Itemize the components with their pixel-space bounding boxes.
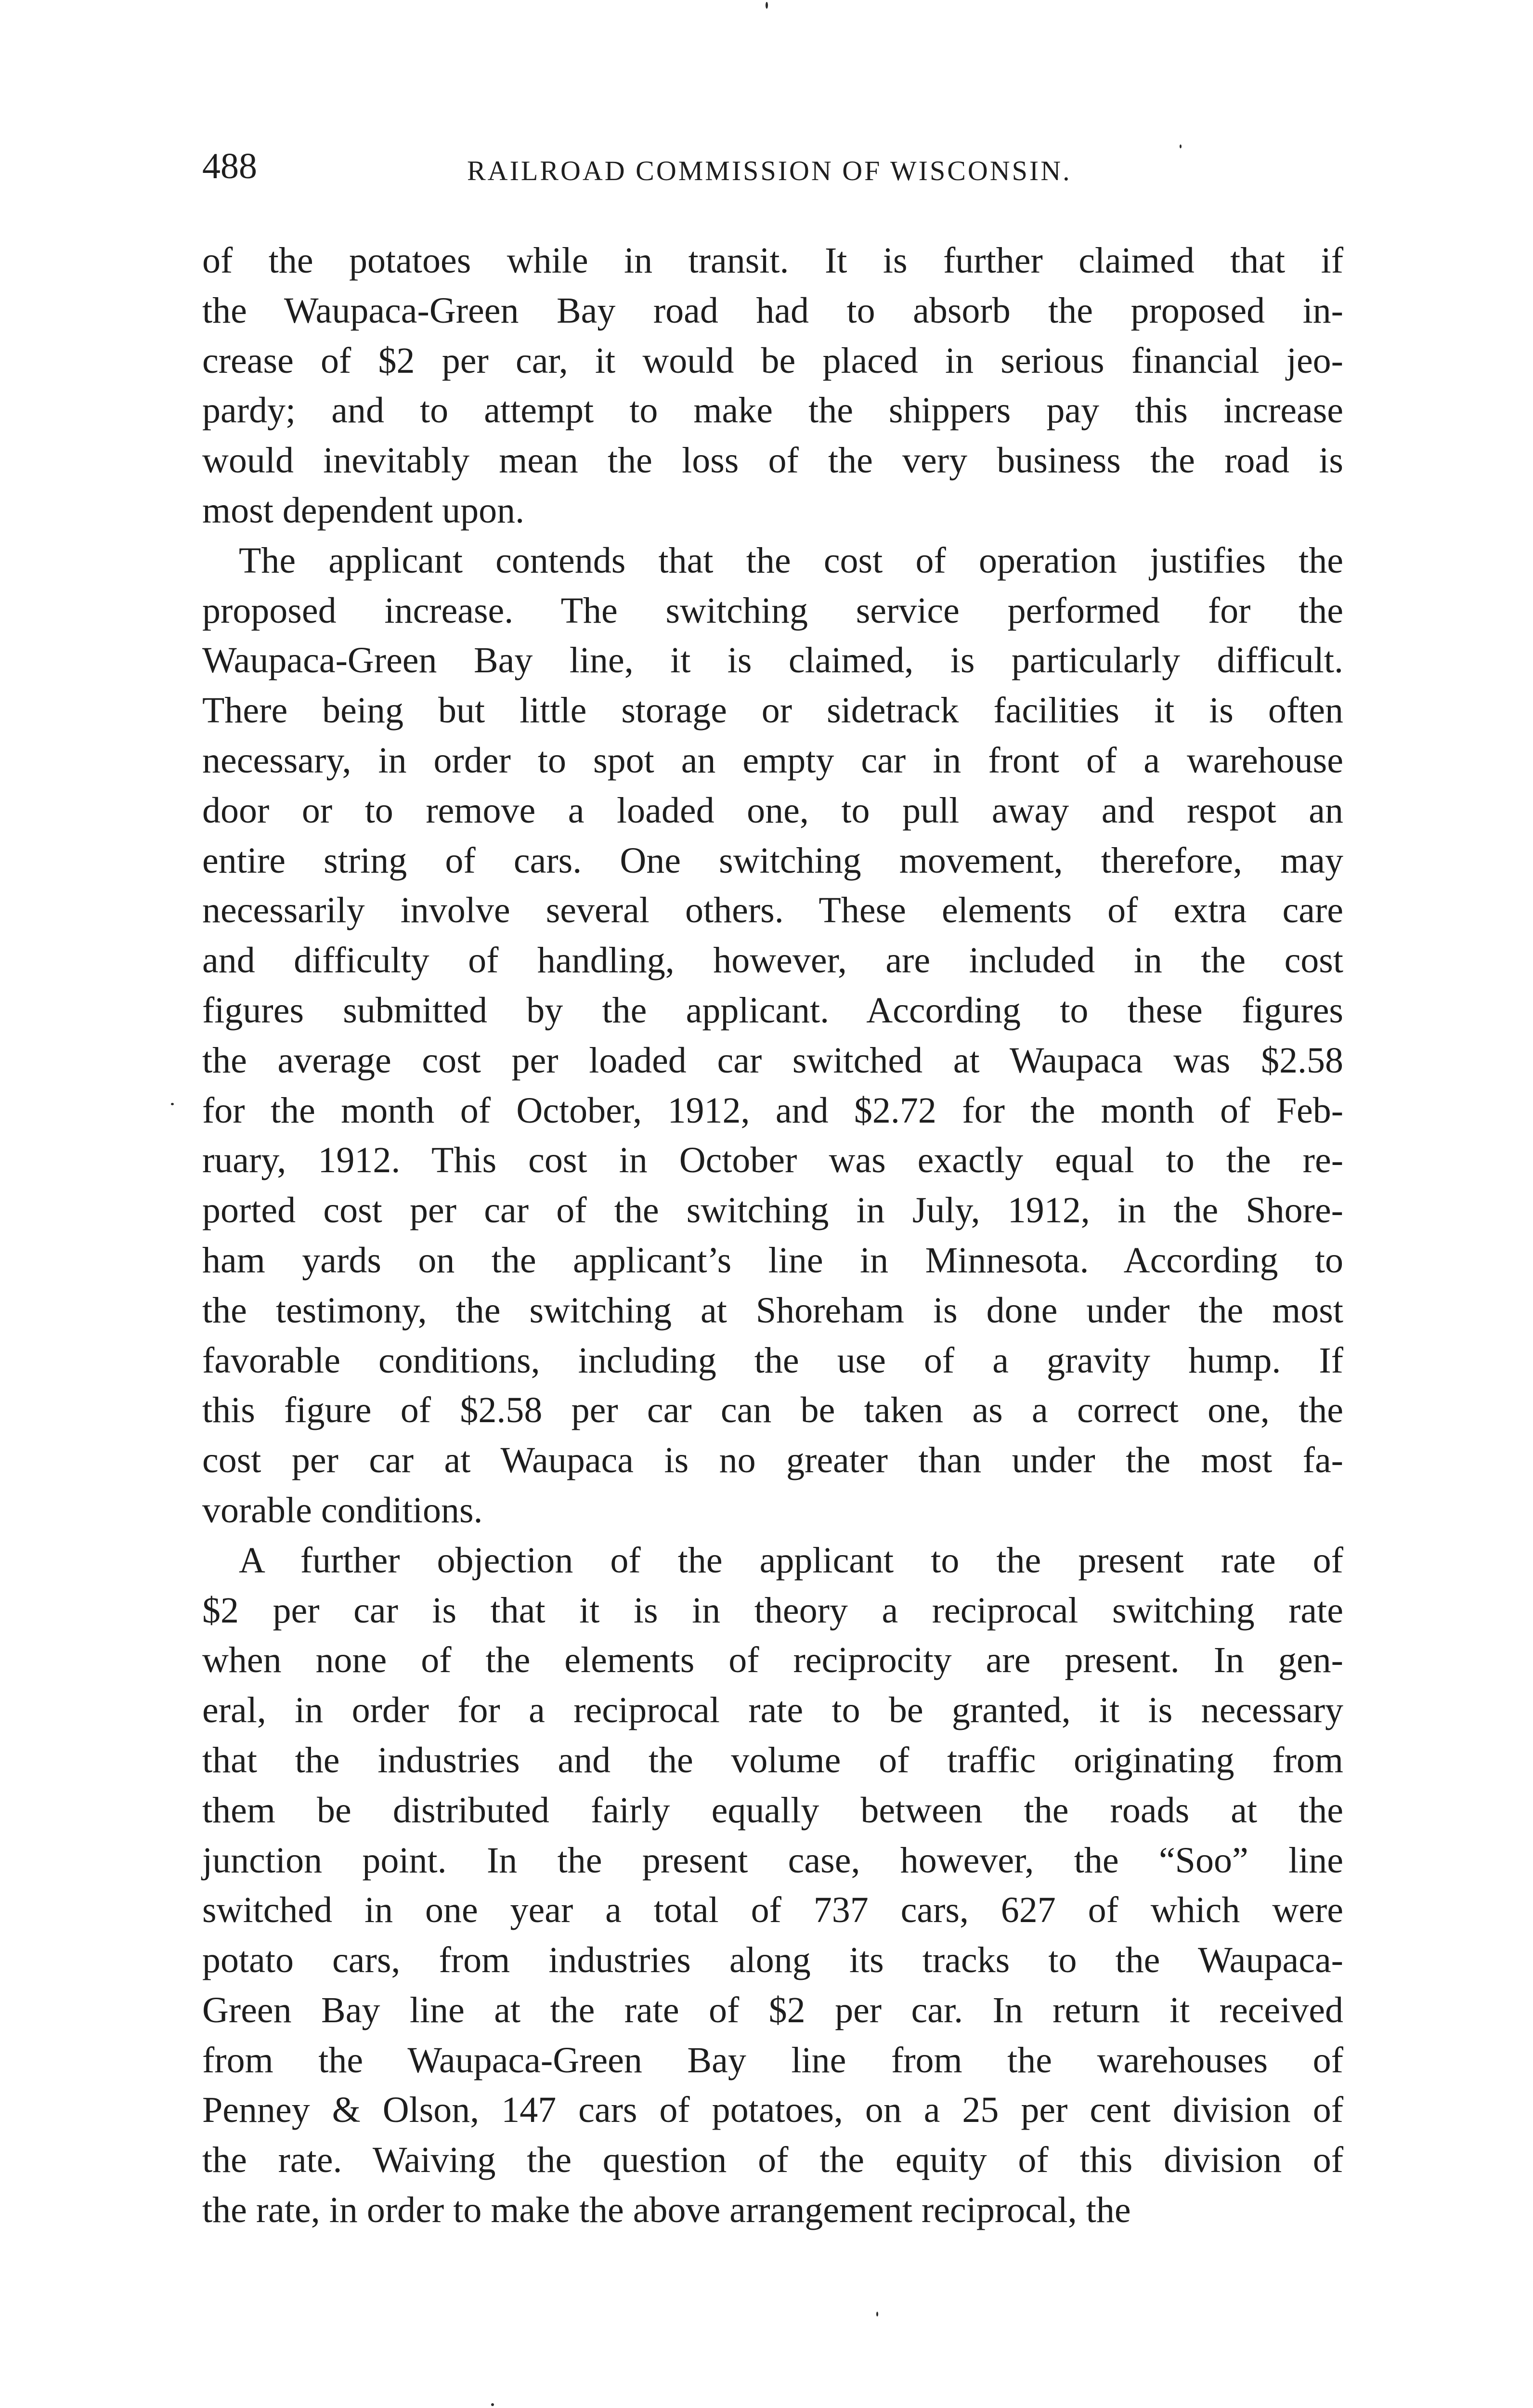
scan-speck: [1180, 144, 1182, 148]
text-line: proposed increase. The switching service performed for the: [202, 590, 1343, 631]
scan-speck: [766, 2, 768, 9]
text-line: this figure of $2.58 per car can be taken as a correct one, the: [202, 1390, 1343, 1431]
page-number: 488: [202, 146, 257, 186]
text-line: $2 per car is that it is in theory a reciprocal switching rate: [202, 1590, 1343, 1631]
text-line: the rate, in order to make the above arrangement reciprocal, the: [202, 2190, 1131, 2231]
text-line: Penney & Olson, 147 cars of potatoes, on a 25 per cent division of: [202, 2090, 1343, 2131]
text-line: entire string of cars. One switching movement, therefore, may: [202, 840, 1343, 881]
text-line: pardy; and to attempt to make the shippers pay this increase: [202, 390, 1343, 431]
text-line: the Waupaca-Green Bay road had to absorb the proposed in-: [202, 290, 1343, 331]
text-line: figures submitted by the applicant. According to these figures: [202, 990, 1343, 1031]
text-line: crease of $2 per car, it would be placed in serious financial jeo-: [202, 340, 1343, 381]
text-line: A further objection of the applicant to the present rate of: [239, 1540, 1343, 1581]
text-line: potato cars, from industries along its tracks to the Waupaca-: [202, 1940, 1343, 1981]
text-line: eral, in order for a reciprocal rate to be granted, it is necessary: [202, 1690, 1343, 1731]
text-line: the rate. Waiving the question of the equity of this division of: [202, 2140, 1343, 2181]
text-line: door or to remove a loaded one, to pull away and respot an: [202, 790, 1343, 831]
text-line: that the industries and the volume of traffic originating from: [202, 1740, 1343, 1780]
text-line: ported cost per car of the switching in July, 1912, in the Shore-: [202, 1190, 1343, 1231]
text-line: There being but little storage or sidetrack facilities it is often: [202, 690, 1343, 731]
text-line: ham yards on the applicant’s line in Minnesota. According to: [202, 1240, 1343, 1281]
text-line: them be distributed fairly equally between the roads at the: [202, 1790, 1343, 1831]
scan-speck: [171, 1103, 174, 1105]
text-line: favorable conditions, including the use of a gravity hump. If: [202, 1340, 1343, 1381]
text-line: vorable conditions.: [202, 1490, 483, 1531]
text-line: for the month of October, 1912, and $2.72 for the month of Feb-: [202, 1090, 1343, 1131]
text-line: most dependent upon.: [202, 490, 525, 531]
text-line: from the Waupaca-Green Bay line from the warehouses of: [202, 2040, 1343, 2081]
text-line: the testimony, the switching at Shoreham is done under the most: [202, 1290, 1343, 1331]
text-line: The applicant contends that the cost of operation justifies the: [239, 540, 1343, 581]
text-line: the average cost per loaded car switched at Waupaca was $2.58: [202, 1040, 1343, 1081]
text-line: of the potatoes while in transit. It is further claimed that if: [202, 240, 1343, 281]
running-title: RAILROAD COMMISSION OF WISCONSIN.: [467, 155, 1072, 186]
text-line: ruary, 1912. This cost in October was exactly equal to the re-: [202, 1140, 1343, 1181]
text-line: Green Bay line at the rate of $2 per car. In return it received: [202, 1989, 1343, 2030]
paragraph: [202, 236, 1343, 536]
text-line: would inevitably mean the loss of the very business the road is: [202, 440, 1343, 481]
scan-speck: [876, 2312, 878, 2316]
text-line: Waupaca-Green Bay line, it is claimed, is particularly difficult.: [202, 640, 1343, 681]
text-line: necessary, in order to spot an empty car in front of a warehouse: [202, 740, 1343, 781]
text-line: necessarily involve several others. These elements of extra care: [202, 890, 1343, 931]
scan-speck: [491, 2403, 494, 2406]
text-line: when none of the elements of reciprocity are present. In gen-: [202, 1640, 1343, 1681]
body-text: [202, 236, 1343, 2236]
text-line: and difficulty of handling, however, are included in the cost: [202, 940, 1343, 981]
paragraph: [202, 1536, 1343, 2236]
text-line: junction point. In the present case, however, the “Soo” line: [202, 1840, 1343, 1881]
paragraph: [202, 536, 1343, 1536]
running-head: [202, 144, 1343, 197]
text-line: switched in one year a total of 737 cars, 627 of which were: [202, 1890, 1343, 1931]
text-line: cost per car at Waupaca is no greater than under the most fa-: [202, 1440, 1343, 1481]
